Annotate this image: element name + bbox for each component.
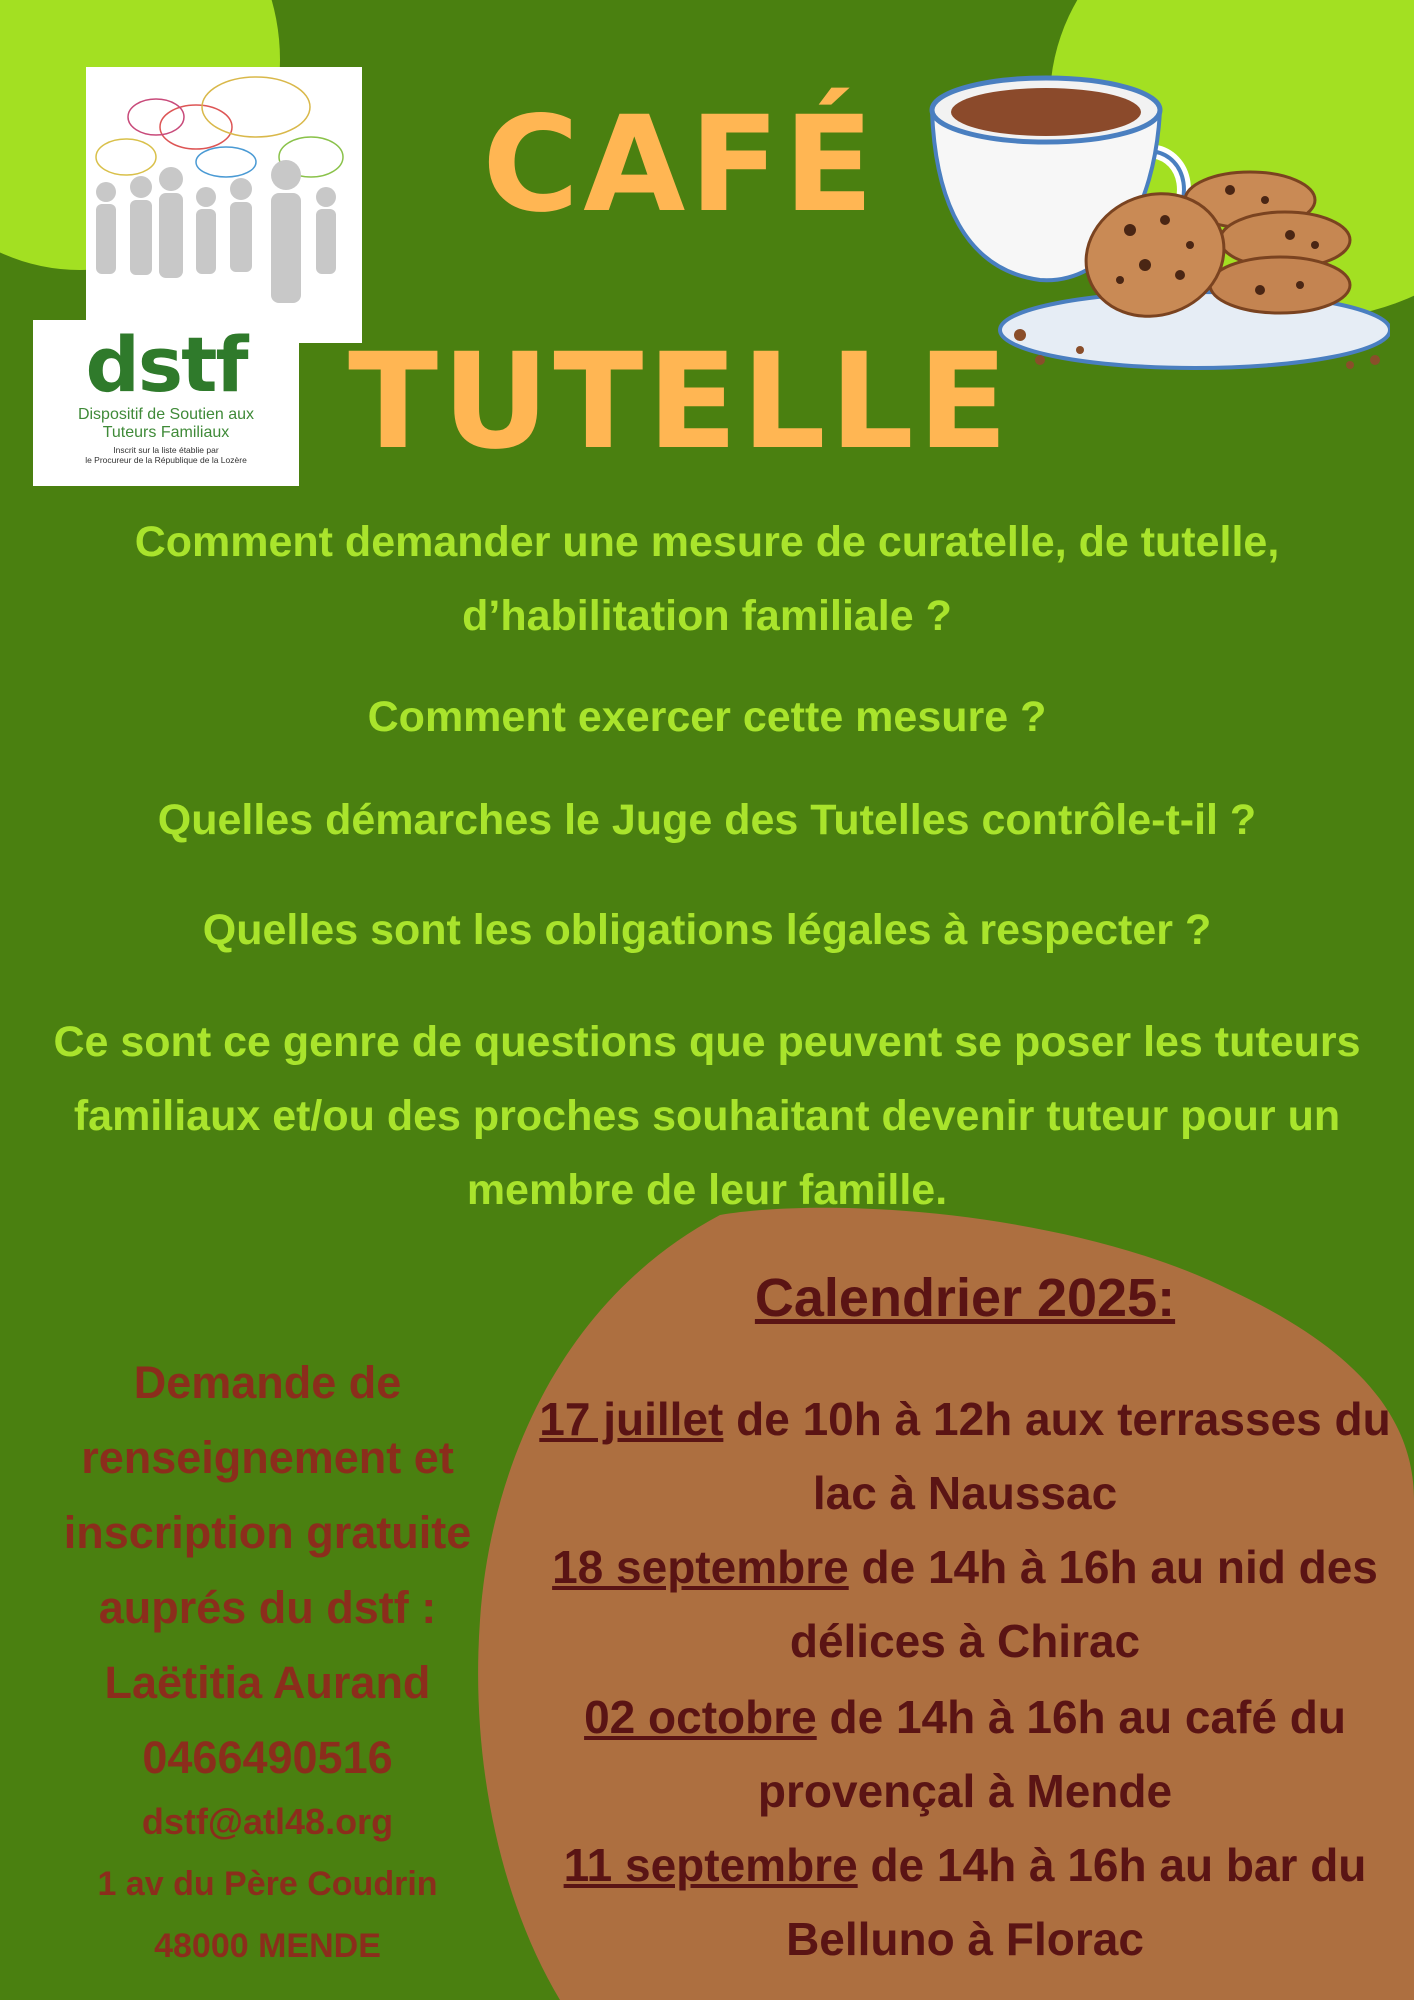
event-details: de 10h à 12h aux terrasses du lac à Naussac <box>723 1393 1391 1519</box>
dstf-logo <box>33 320 299 486</box>
question-3: Quelles démarches le Juge des Tutelles contrôle-t-il ? <box>157 796 1257 844</box>
logo-subtitle-1: Dispositif de Soutien aux <box>77 406 255 423</box>
address-line-1: 1 av du Père Coudrin <box>97 1865 438 1903</box>
question-1: Comment demander une mesure de curatelle, de tutelle, d’habilitation familiale ? <box>134 518 1280 640</box>
title-line-1: CAFÉ <box>482 88 878 242</box>
event-date: 17 juillet <box>539 1393 724 1445</box>
event-details: de 14h à 16h au nid des délices à Chirac <box>789 1541 1378 1667</box>
event-date: 18 septembre <box>552 1541 849 1593</box>
event-date: 02 octobre <box>584 1691 817 1743</box>
calendar-event <box>520 1530 1410 1678</box>
logo-small-2: le Procureur de la République de la Lozère <box>85 455 247 465</box>
contact-phone[interactable]: 0466490516 <box>142 1732 393 1783</box>
calendar-title: Calendrier 2025: <box>754 1268 1176 1328</box>
coffee-cookies-illustration <box>920 40 1390 390</box>
contact-address <box>40 1853 495 1977</box>
calendar-event <box>520 1680 1410 1828</box>
event-date: 11 septembre <box>563 1839 858 1891</box>
intro-paragraph: Ce sont ce genre de questions que peuvent se poser les tuteurs familiaux et/ou des proches souhaitant devenir tuteur pour un membre de leur famille. <box>53 1018 1361 1214</box>
calendar-event <box>520 1382 1410 1530</box>
title-line-2: TUTELLE <box>348 325 1012 479</box>
contact-email[interactable]: dstf@atl48.org <box>141 1801 394 1842</box>
event-details: de 14h à 16h au bar du Belluno à Florac <box>786 1839 1367 1965</box>
contact-heading: Demande de renseignement et inscription gratuite auprés du dstf : <box>63 1357 472 1633</box>
contact-name: Laëtitia Aurand <box>104 1657 431 1708</box>
logo-small-1: Inscrit sur la liste établie par <box>113 445 219 455</box>
logo-subtitle-2: Tuteurs Familiaux <box>102 424 230 441</box>
address-line-2: 48000 MENDE <box>154 1927 381 1965</box>
question-4: Quelles sont les obligations légales à respecter ? <box>202 906 1212 954</box>
logo-name: dstf <box>85 320 247 409</box>
question-2: Comment exercer cette mesure ? <box>367 693 1047 741</box>
event-details: de 14h à 16h au café du provençal à Mende <box>757 1691 1346 1817</box>
people-illustration <box>86 67 362 343</box>
calendar-event <box>520 1828 1410 1976</box>
